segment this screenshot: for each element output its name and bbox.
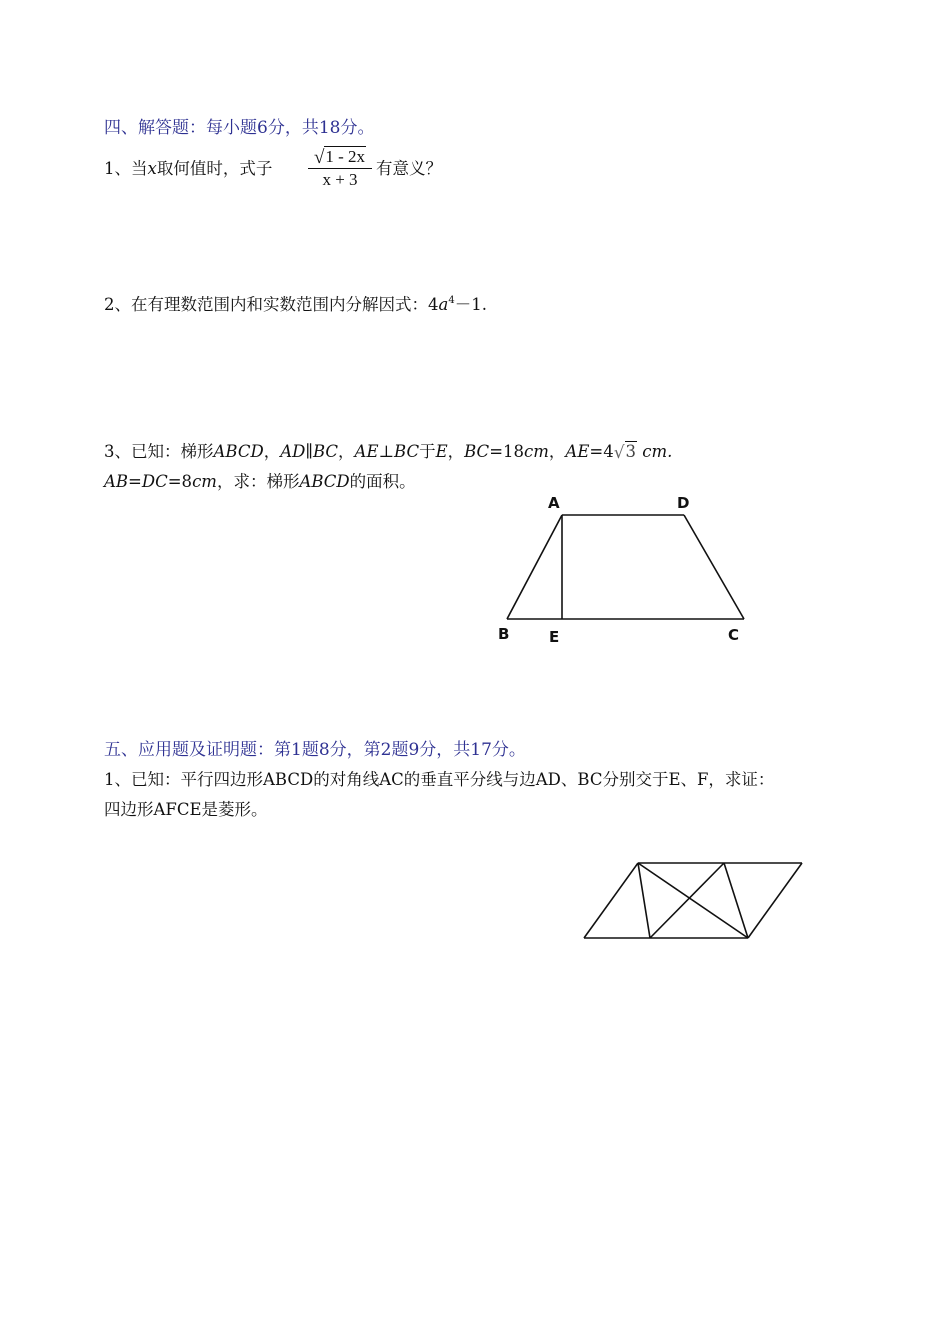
- q1-suffix: 有意义？: [376, 159, 442, 178]
- parallelogram-figure: [584, 863, 802, 938]
- q3-ab-dc: AB=DC: [104, 472, 168, 491]
- label-d: D: [677, 494, 690, 512]
- q3-ab-value: =8: [167, 472, 193, 491]
- label-a: A: [548, 494, 560, 512]
- q2-suffix: －1.: [454, 295, 487, 314]
- diagonal-ac: [638, 863, 748, 938]
- q2-var: a: [438, 295, 449, 314]
- segment-af: [638, 863, 650, 938]
- q3-ae-value: =4: [589, 442, 614, 461]
- q3-bc: BC: [464, 442, 490, 461]
- q3-ad-parallel-bc: AD∥BC: [280, 442, 339, 461]
- section-5-title: 五、应用题及证明题：第1题8分，第2题9分，共17分。: [104, 740, 526, 760]
- edge-ab: [507, 515, 562, 619]
- q3-unit: cm.: [642, 442, 673, 461]
- q3-e: E: [435, 442, 448, 461]
- section-5-question-1-line-1: 1、已知：平行四边形ABCD的对角线AC的垂直平分线与边AD、BC分别交于E、F，求证：: [104, 770, 775, 789]
- q3-ae-perp-bc: AE⊥BC: [354, 442, 420, 461]
- label-c: C: [728, 626, 740, 644]
- q3-comma: ，: [263, 442, 281, 461]
- q3-sqrt-3: 3: [625, 442, 637, 461]
- q3-yu: 于: [419, 442, 436, 461]
- q3-unit: cm: [524, 442, 549, 461]
- q3-comma: ，: [338, 442, 355, 461]
- label-b: B: [498, 625, 510, 643]
- edge-left: [584, 863, 638, 938]
- q3-comma: ，: [548, 442, 566, 461]
- section-5-question-1-line-2: 四边形AFCE是菱形。: [104, 800, 268, 819]
- q3-ae: AE: [565, 442, 590, 461]
- q2-prefix: 2、在有理数范围内和实数范围内分解因式：4: [104, 295, 439, 314]
- q3-comma: ，: [447, 442, 465, 461]
- q3-text: 的面积。: [349, 472, 416, 491]
- sqrt-symbol-icon: √: [613, 443, 625, 463]
- q3-abcd: ABCD: [213, 442, 264, 461]
- q2-exponent: 4: [448, 295, 455, 306]
- q1-denominator: x + 3: [322, 170, 358, 189]
- q1-prefix: 1、当: [104, 159, 148, 178]
- q3-unit: cm: [192, 472, 217, 491]
- edge-dc: [684, 515, 744, 619]
- q1-var: x: [147, 159, 157, 178]
- q3-text: 3、已知：梯形: [104, 442, 214, 461]
- q1-radicand: 1 - 2x: [325, 147, 366, 166]
- segment-ec: [724, 863, 748, 938]
- q3-bc-value: =18: [489, 442, 525, 461]
- q3-abcd: ABCD: [299, 472, 350, 491]
- label-e: E: [549, 628, 560, 646]
- sqrt-symbol-icon: √: [313, 147, 325, 168]
- edge-right: [748, 863, 802, 938]
- q1-mid: 取何值时，式子: [156, 159, 273, 178]
- q3-text: ，求：梯形: [216, 472, 300, 491]
- segment-ef: [650, 863, 724, 938]
- section-4-title: 四、解答题：每小题6分，共18分。: [104, 118, 375, 138]
